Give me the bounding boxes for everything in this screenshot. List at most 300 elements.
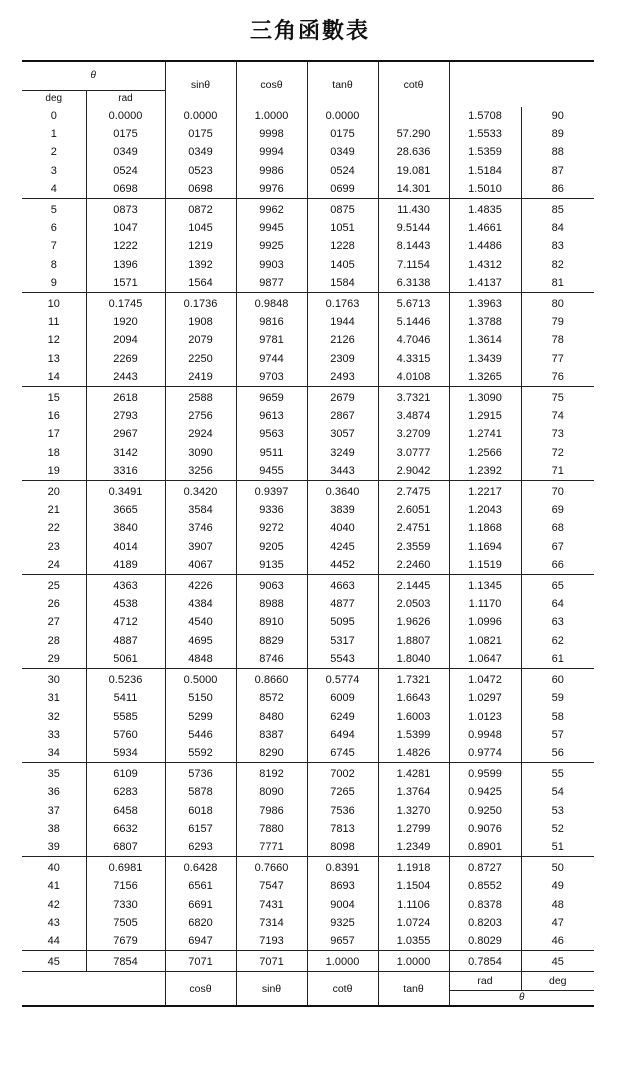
footer-blank-deg-2 [22,991,86,1007]
cell-co-rad: 1.2915 [449,407,521,425]
cell-tan: 5317 [307,632,378,650]
cell-rad: 7330 [86,896,165,914]
footer-blank-rad [86,972,165,991]
cell-co-rad: 1.5010 [449,180,521,199]
cell-rad: 2967 [86,425,165,443]
cell-tan: 6745 [307,744,378,763]
cell-tan: 1944 [307,313,378,331]
cell-co-deg: 53 [551,804,564,817]
cell-co-deg: 57 [551,728,564,741]
cell-deg: 25 [22,575,86,596]
cot-header: cotθ [378,61,449,107]
cell-tan: 6494 [307,726,378,744]
cell-co-deg: 59 [551,692,564,705]
cell-co-rad: 0.7854 [449,951,521,972]
cell-sin: 3256 [165,462,236,481]
cell-cot: 1.6003 [378,708,449,726]
cell-deg: 31 [47,692,60,705]
cell-sin: 6018 [165,802,236,820]
cell-deg: 22 [47,522,60,535]
cell-tan: 0699 [307,180,378,199]
cell-co-rad: 0.9948 [449,726,521,744]
blank-header-1 [449,61,521,107]
cell-rad: 1047 [86,219,165,237]
cell-deg: 39 [47,840,60,853]
cell-co-rad: 1.4486 [449,237,521,255]
cell-sin: 7071 [165,951,236,972]
cell-cot [378,107,449,125]
cell-rad: 0.0000 [86,107,165,125]
cell-deg: 29 [47,652,60,665]
cell-co-rad: 1.1170 [449,595,521,613]
cell-cos: 8988 [236,595,307,613]
cell-co-deg: 61 [551,652,564,665]
cell-sin: 1045 [165,219,236,237]
cell-sin: 4384 [165,595,236,613]
cell-cot: 4.0108 [378,368,449,387]
cell-co-rad: 1.2043 [449,501,521,519]
cell-sin: 0523 [165,162,236,180]
deg-header: deg [22,91,86,108]
cell-cot: 3.0777 [378,444,449,462]
cell-co-deg: 80 [521,293,594,314]
table-row [22,669,594,690]
cell-rad: 1396 [86,256,165,274]
cell-tan: 1584 [307,274,378,293]
cell-cos: 7431 [236,896,307,914]
cell-co-deg: 50 [521,857,594,878]
cell-rad: 6283 [86,783,165,801]
cell-sin: 3746 [165,519,236,537]
cell-cos: 7547 [236,877,307,895]
cell-cos: 8290 [236,744,307,763]
cell-cot: 6.3138 [378,274,449,293]
cell-sin: 5150 [165,689,236,707]
cell-co-rad: 0.8203 [449,914,521,932]
cell-rad: 0.5236 [86,669,165,690]
cell-tan: 7265 [307,783,378,801]
cell-deg: 5 [22,199,86,220]
cell-deg: 9 [50,276,57,289]
cell-cos: 1.0000 [236,107,307,125]
cell-co-rad: 0.8727 [449,857,521,878]
cell-co-deg: 87 [551,164,564,177]
cell-cos: 7314 [236,914,307,932]
cell-sin: 6820 [165,914,236,932]
cell-rad: 2443 [86,368,165,387]
cell-cot: 1.3764 [378,783,449,801]
cell-cot: 5.6713 [378,293,449,314]
cell-cos: 7771 [236,838,307,857]
cell-cot: 7.1154 [378,256,449,274]
cell-rad: 2793 [86,407,165,425]
table-row [22,274,594,293]
cell-tan: 2493 [307,368,378,387]
table-row [22,838,594,857]
cell-rad: 0.3491 [86,481,165,502]
cell-rad: 6807 [86,838,165,857]
cell-co-rad: 1.0472 [449,669,521,690]
cell-tan: 9325 [307,914,378,932]
cell-deg: 16 [47,410,60,423]
cell-tan: 6249 [307,708,378,726]
cell-cos: 7986 [236,802,307,820]
cell-cot: 2.3559 [378,538,449,556]
cell-deg: 21 [47,504,60,517]
cell-tan: 1051 [307,219,378,237]
cell-deg: 6 [50,222,57,235]
table-row [22,951,594,972]
cell-deg: 0 [50,110,57,122]
table-row [22,708,594,726]
cell-co-rad: 1.3963 [449,293,521,314]
theta-header-top: θ [22,61,165,91]
cell-cos: 0.8660 [236,669,307,690]
cell-tan: 5543 [307,650,378,669]
cell-sin: 4695 [165,632,236,650]
cell-sin: 2079 [165,331,236,349]
cell-cos: 9744 [236,350,307,368]
table-row [22,256,594,274]
footer-sin: sinθ [236,972,307,1007]
cell-co-deg: 46 [551,934,564,947]
cell-tan: 9004 [307,896,378,914]
cell-cot: 1.6643 [378,689,449,707]
cell-deg: 24 [47,558,60,571]
cell-deg: 45 [22,951,86,972]
cell-sin: 5878 [165,783,236,801]
cell-cot: 1.9626 [378,613,449,631]
table-row [22,462,594,481]
cell-cot: 9.5144 [378,219,449,237]
cell-sin: 6293 [165,838,236,857]
cell-sin: 3907 [165,538,236,556]
cell-tan: 4663 [307,575,378,596]
cell-sin: 6561 [165,877,236,895]
cos-header: cosθ [236,61,307,107]
table-row [22,896,594,914]
cell-cos: 9511 [236,444,307,462]
cell-cos: 9816 [236,313,307,331]
cell-co-rad: 0.9599 [449,763,521,784]
table-row [22,407,594,425]
cell-cos: 9781 [236,331,307,349]
cell-sin: 5299 [165,708,236,726]
cell-cos: 9962 [236,199,307,220]
cell-co-deg: 69 [551,504,564,517]
table-row [22,802,594,820]
page-title: 三角函數表 [249,19,370,44]
cell-cos: 9336 [236,501,307,519]
cell-cot: 3.4874 [378,407,449,425]
cell-cot: 1.0355 [378,932,449,951]
cell-rad: 5411 [86,689,165,707]
cell-cot: 2.1445 [378,575,449,596]
cell-co-rad: 1.1345 [449,575,521,596]
cell-deg: 10 [22,293,86,314]
cell-cot: 4.7046 [378,331,449,349]
cell-cos: 9272 [236,519,307,537]
cell-cot: 1.8040 [378,650,449,669]
cell-co-deg: 58 [551,710,564,723]
cell-co-deg: 49 [551,880,564,893]
cell-cos: 9613 [236,407,307,425]
cell-co-deg: 47 [551,916,564,929]
footer-tan: tanθ [378,972,449,1007]
cell-rad: 2094 [86,331,165,349]
cell-rad: 0175 [86,125,165,143]
cell-cos: 9945 [236,219,307,237]
cell-sin: 5736 [165,763,236,784]
cell-rad: 1222 [86,237,165,255]
table-row [22,481,594,502]
cell-deg: 19 [47,464,60,477]
cell-sin: 0698 [165,180,236,199]
footer-cos: cosθ [165,972,236,1007]
cell-co-rad: 1.4312 [449,256,521,274]
cell-rad: 0524 [86,162,165,180]
table-row [22,877,594,895]
cell-rad: 0.1745 [86,293,165,314]
cell-sin: 6157 [165,820,236,838]
cell-tan: 0349 [307,143,378,161]
table-row [22,820,594,838]
cell-co-deg: 63 [551,616,564,629]
cell-sin: 5446 [165,726,236,744]
cell-cos: 8192 [236,763,307,784]
cell-co-rad: 1.2217 [449,481,521,502]
cell-cot: 8.1443 [378,237,449,255]
table-row [22,632,594,650]
cell-cot: 3.7321 [378,387,449,408]
cell-co-deg: 75 [521,387,594,408]
cell-tan: 4452 [307,556,378,575]
cell-sin: 0.0000 [165,107,236,125]
cell-tan: 2867 [307,407,378,425]
cell-sin: 2924 [165,425,236,443]
cell-sin: 3584 [165,501,236,519]
cell-co-deg: 66 [551,558,564,571]
cell-deg: 12 [47,334,60,347]
cell-tan: 7002 [307,763,378,784]
table-row [22,650,594,669]
cell-cos: 9994 [236,143,307,161]
cell-cot: 14.301 [378,180,449,199]
cell-sin: 0872 [165,199,236,220]
cell-sin: 4226 [165,575,236,596]
table-row [22,143,594,161]
cell-cos: 9925 [236,237,307,255]
cell-co-rad: 1.0647 [449,650,521,669]
cell-cot: 3.2709 [378,425,449,443]
cell-tan: 4877 [307,595,378,613]
table-row [22,368,594,387]
cell-sin: 6947 [165,932,236,951]
cell-sin: 1392 [165,256,236,274]
table-row [22,689,594,707]
cell-co-deg: 78 [551,334,564,347]
cell-co-deg: 70 [521,481,594,502]
cell-rad: 7156 [86,877,165,895]
cell-co-deg: 73 [551,428,564,441]
cell-co-deg: 90 [551,110,564,122]
cell-cot: 1.2349 [378,838,449,857]
cell-sin: 4067 [165,556,236,575]
cell-co-rad: 1.5533 [449,125,521,143]
table-row [22,180,594,199]
table-row [22,162,594,180]
cell-deg: 35 [22,763,86,784]
cell-deg: 17 [47,428,60,441]
cell-deg: 36 [47,786,60,799]
table-row [22,914,594,932]
cell-deg: 1 [50,128,57,141]
cell-co-deg: 89 [551,128,564,141]
cell-cot: 2.9042 [378,462,449,481]
cell-co-rad: 1.3439 [449,350,521,368]
cell-co-deg: 85 [521,199,594,220]
cell-tan: 8098 [307,838,378,857]
cell-cos: 9986 [236,162,307,180]
cell-cot: 2.4751 [378,519,449,537]
cell-cot: 1.0724 [378,914,449,932]
cell-tan: 1.0000 [307,951,378,972]
footer-cot: cotθ [307,972,378,1007]
cell-cos: 8910 [236,613,307,631]
cell-co-rad: 1.2741 [449,425,521,443]
cell-rad: 4189 [86,556,165,575]
trig-table [22,60,594,1007]
cell-rad: 1571 [86,274,165,293]
table-row [22,107,594,125]
cell-cot: 1.4826 [378,744,449,763]
cell-co-rad: 0.8378 [449,896,521,914]
cell-sin: 5592 [165,744,236,763]
cell-cot: 1.8807 [378,632,449,650]
cell-cos: 9659 [236,387,307,408]
cell-tan: 0175 [307,125,378,143]
cell-co-deg: 54 [551,786,564,799]
cell-rad: 4014 [86,538,165,556]
table-row [22,744,594,763]
cell-rad: 0698 [86,180,165,199]
cell-co-rad: 1.3090 [449,387,521,408]
cell-deg: 43 [47,916,60,929]
cell-sin: 2419 [165,368,236,387]
footer-rad: rad [449,972,521,991]
cell-co-deg: 60 [521,669,594,690]
cell-sin: 0.3420 [165,481,236,502]
cell-deg: 4 [50,182,57,195]
cell-co-deg: 71 [551,464,564,477]
cell-co-deg: 88 [551,146,564,159]
cell-deg: 42 [47,898,60,911]
cell-deg: 7 [50,240,57,253]
cell-rad: 4712 [86,613,165,631]
cell-co-rad: 1.0821 [449,632,521,650]
cell-cot: 28.636 [378,143,449,161]
cell-rad: 4887 [86,632,165,650]
cell-tan: 2679 [307,387,378,408]
cell-co-rad: 1.3614 [449,331,521,349]
footer-blank-deg [22,972,86,991]
cell-co-rad: 0.9076 [449,820,521,838]
cell-cos: 7193 [236,932,307,951]
cell-co-deg: 48 [551,898,564,911]
cell-co-deg: 56 [551,746,564,759]
cell-cos: 9877 [236,274,307,293]
cell-sin: 2588 [165,387,236,408]
cell-co-rad: 0.9425 [449,783,521,801]
cell-tan: 4245 [307,538,378,556]
cell-deg: 23 [47,540,60,553]
cell-tan: 7813 [307,820,378,838]
cell-rad: 3840 [86,519,165,537]
cell-deg: 28 [47,634,60,647]
cell-cot: 2.0503 [378,595,449,613]
table-row [22,350,594,368]
cell-deg: 26 [47,598,60,611]
table-row [22,857,594,878]
cell-cos: 9703 [236,368,307,387]
cell-tan: 2309 [307,350,378,368]
cell-tan: 2126 [307,331,378,349]
cell-co-rad: 0.9250 [449,802,521,820]
cell-cos: 0.9397 [236,481,307,502]
cell-cos: 9205 [236,538,307,556]
cell-cot: 5.1446 [378,313,449,331]
cell-co-deg: 76 [551,370,564,383]
cell-co-deg: 52 [551,822,564,835]
cell-sin: 1564 [165,274,236,293]
cell-deg: 37 [47,804,60,817]
cell-cot: 2.6051 [378,501,449,519]
cell-co-rad: 1.3788 [449,313,521,331]
cell-deg: 20 [22,481,86,502]
cell-tan: 5095 [307,613,378,631]
cell-tan: 1228 [307,237,378,255]
cell-rad: 5934 [86,744,165,763]
cell-co-deg: 84 [551,222,564,235]
cell-rad: 1920 [86,313,165,331]
cell-cos: 0.9848 [236,293,307,314]
table-row [22,387,594,408]
cell-deg: 38 [47,822,60,835]
cell-tan: 4040 [307,519,378,537]
table-row [22,237,594,255]
cell-co-rad: 1.1519 [449,556,521,575]
rad-header: rad [86,91,165,108]
cell-co-rad: 1.0123 [449,708,521,726]
cell-sin: 1219 [165,237,236,255]
cell-cot: 4.3315 [378,350,449,368]
cell-cos: 9563 [236,425,307,443]
cell-co-deg: 45 [521,951,594,972]
cell-co-rad: 1.3265 [449,368,521,387]
table-row [22,595,594,613]
cell-rad: 4363 [86,575,165,596]
cell-cot: 1.7321 [378,669,449,690]
table-row [22,538,594,556]
cell-tan: 8693 [307,877,378,895]
cell-deg: 44 [47,934,60,947]
cell-deg: 40 [22,857,86,878]
cell-sin: 0349 [165,143,236,161]
cell-rad: 7505 [86,914,165,932]
cell-co-rad: 0.9774 [449,744,521,763]
table-row [22,501,594,519]
table-row [22,556,594,575]
